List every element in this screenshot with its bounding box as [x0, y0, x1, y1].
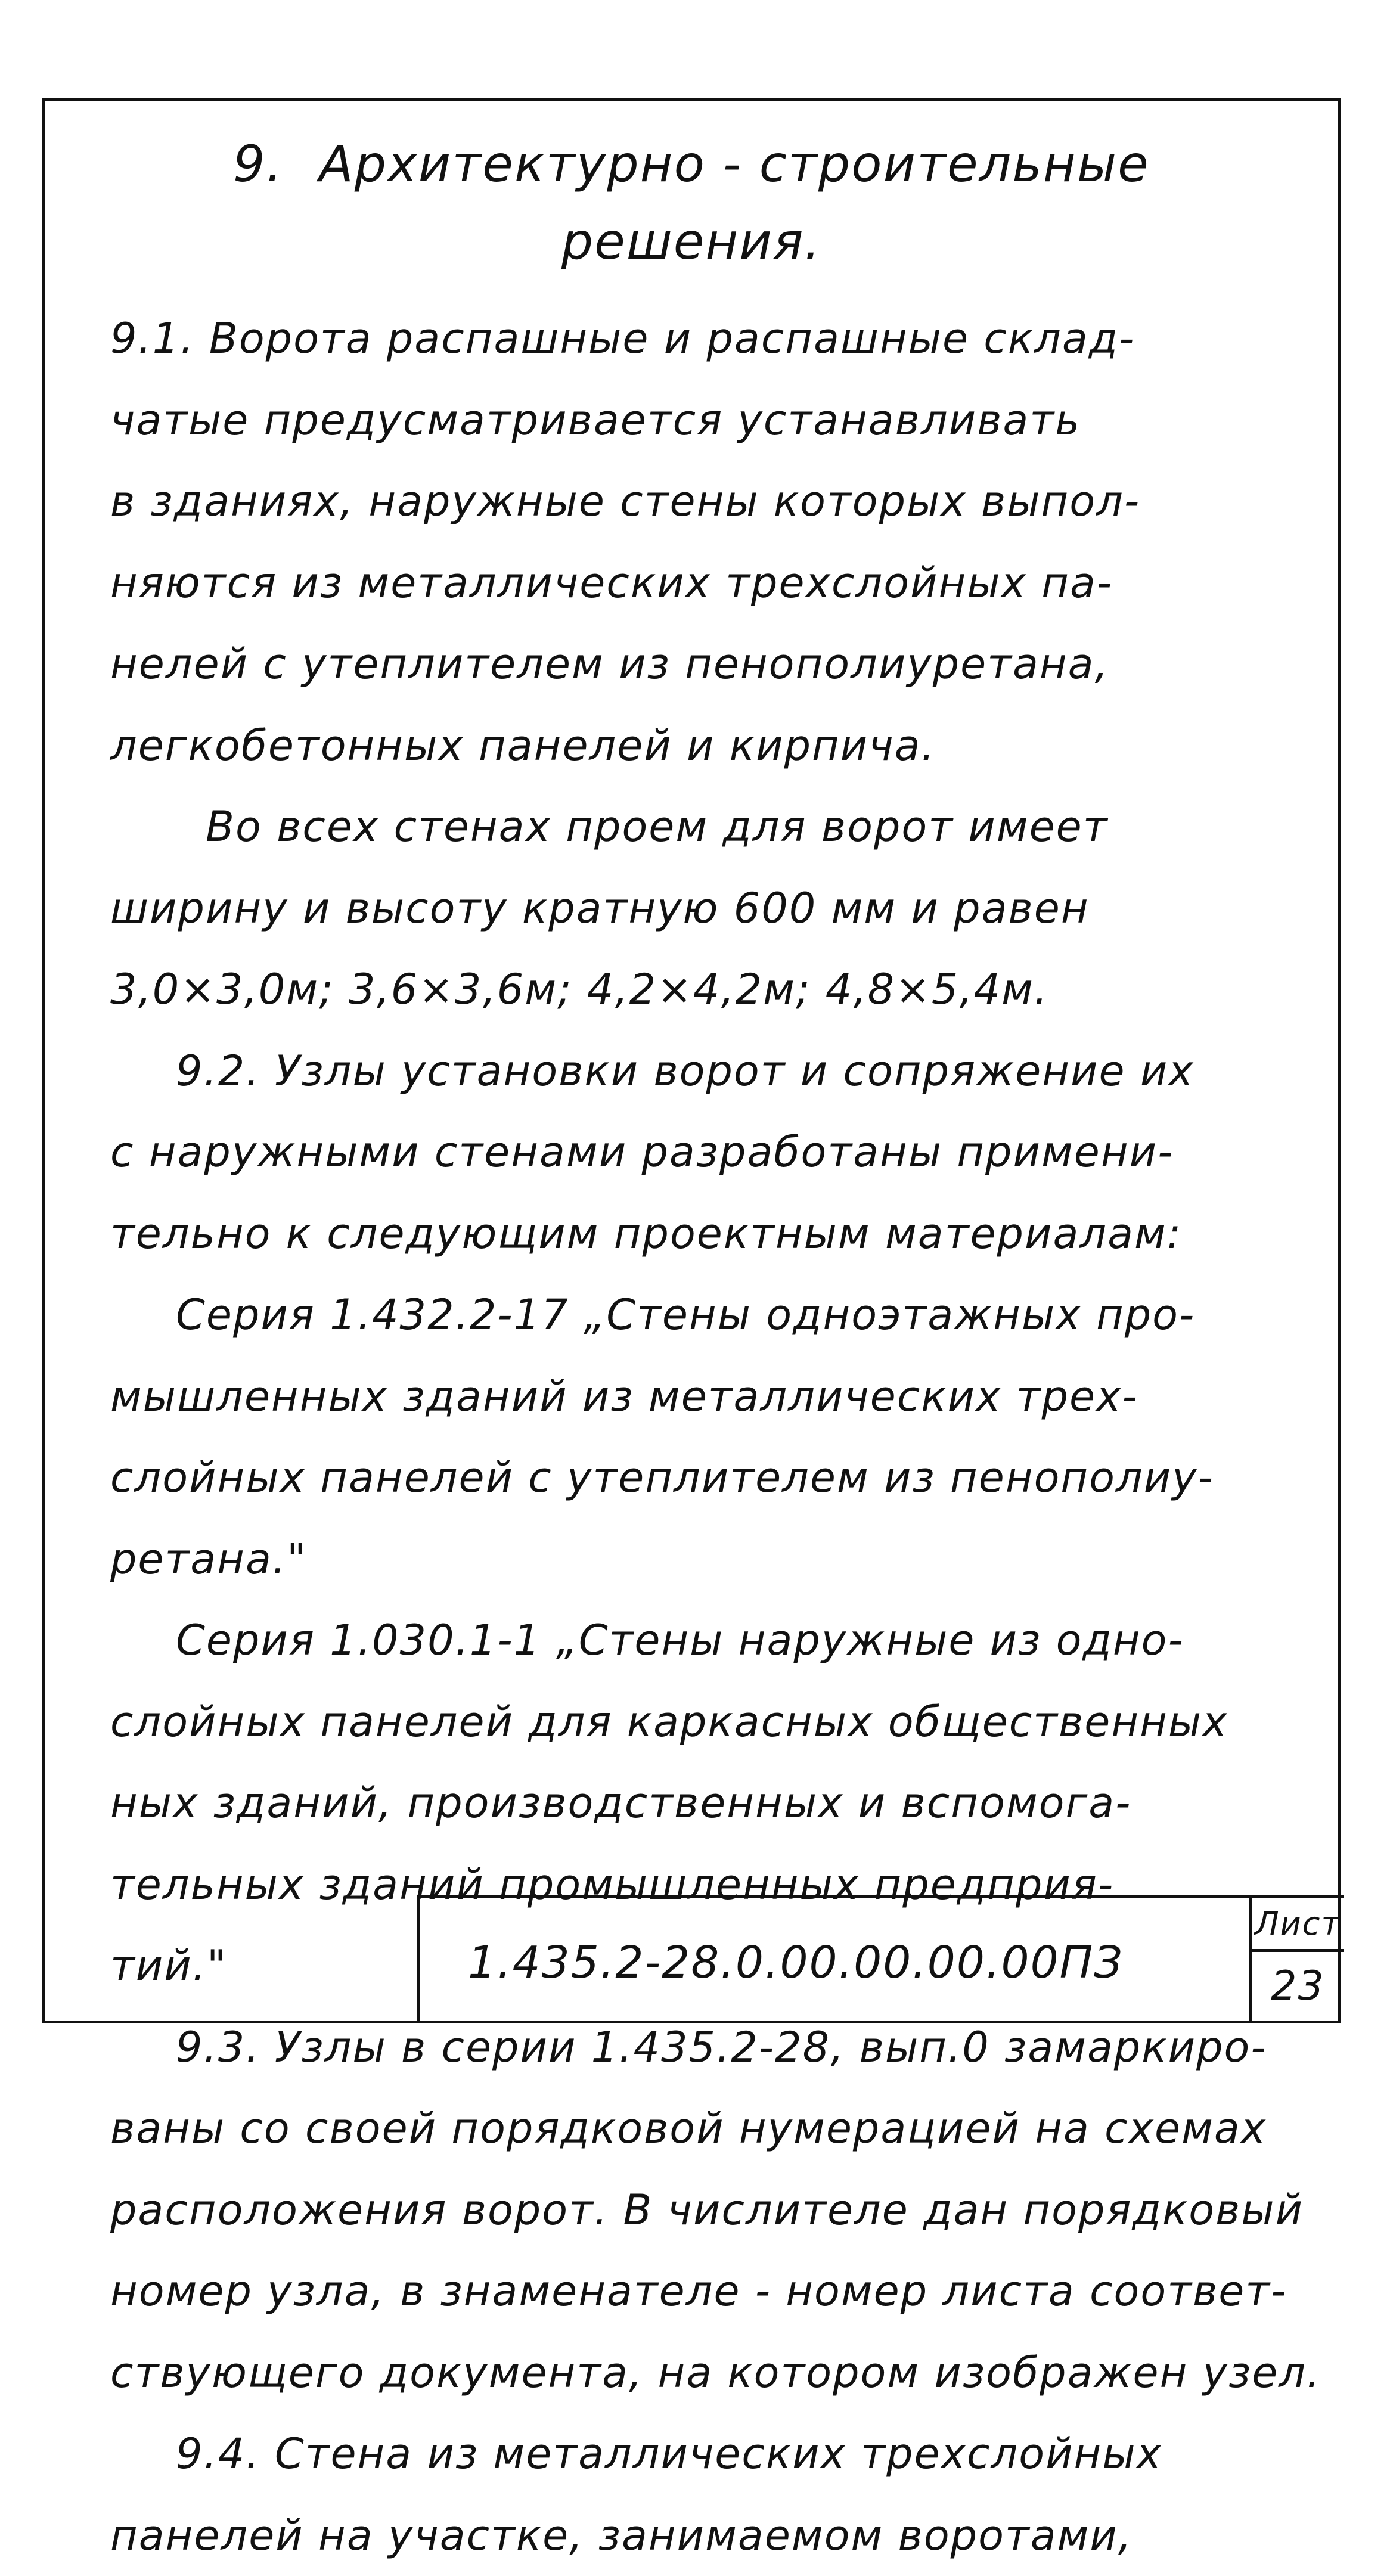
text-line: 9.3. Узлы в серии 1.435.2-28, вып.0 замаркиро- [110, 2007, 1302, 2088]
text-line: нелей с утеплителем из пенополиуретана, [110, 623, 1302, 705]
text-line: тий." [110, 1925, 1302, 2007]
text-line: тельных зданий промышленных предприя- [110, 1844, 1302, 1926]
text-line: ваны со своей порядковой нумерацией на схемах [110, 2088, 1302, 2170]
section-title-line2: решения. [45, 203, 1338, 280]
text-line: слойных панелей для каркасных общественных [110, 1681, 1302, 1763]
drawing-frame [42, 98, 1341, 2023]
text-line: расположения ворот. В числителе дан порядковый [110, 2170, 1302, 2251]
title-block [417, 1895, 1344, 2023]
text-line: ных зданий, производственных и вспомога- [110, 1762, 1302, 1844]
text-line: легкобетонных панелей и кирпича. [110, 705, 1302, 787]
sheet-number: 23 [1252, 1955, 1344, 2018]
text-line: панелей на участке, занимаемом воротами, [110, 2495, 1302, 2576]
text-line: няются из металлических трехслойных па- [110, 542, 1302, 624]
text-line: Серия 1.432.2-17 „Стены одноэтажных про- [110, 1274, 1302, 1356]
text-line: Серия 1.030.1-1 „Стены наружные из одно- [110, 1600, 1302, 1681]
text-line: 9.2. Узлы установки ворот и сопряжение их [110, 1031, 1302, 1112]
text-line: ретана." [110, 1519, 1302, 1600]
sheet-number-box [1249, 1898, 1344, 2023]
text-line: ширину и высоту кратную 600 мм и равен [110, 868, 1302, 949]
body-text [110, 298, 1302, 2576]
text-line: тельно к следующим проектным материалам: [110, 1193, 1302, 1275]
text-line: Во всех стенах проем для ворот имеет [110, 786, 1302, 868]
document-code: 1.435.2-28.0.00.00.00.00ПЗ [468, 1933, 1124, 1992]
text-line: 9.4. Стена из металлических трехслойных [110, 2413, 1302, 2495]
text-line: мышленных зданий из металлических трех- [110, 1356, 1302, 1438]
sheet-label: Лист [1252, 1898, 1344, 1952]
section-number: 9. [233, 135, 283, 193]
text-line: ствующего документа, на котором изображен узел. [110, 2332, 1302, 2414]
text-line: чатые предусматривается устанавливать [110, 380, 1302, 461]
text-line: 9.1. Ворота распашные и распашные склад- [110, 298, 1302, 380]
text-line: номер узла, в знаменателе - номер листа соответ- [110, 2251, 1302, 2332]
text-line: 3,0×3,0м; 3,6×3,6м; 4,2×4,2м; 4,8×5,4м. [110, 949, 1302, 1031]
section-title [45, 125, 1338, 280]
section-title-line1: Архитектурно - строительные [319, 135, 1150, 193]
text-line: в зданиях, наружные стены которых выпол- [110, 461, 1302, 542]
text-line: с наружными стенами разработаны примени- [110, 1112, 1302, 1193]
text-line: слойных панелей с утеплителем из пенополиу- [110, 1437, 1302, 1519]
